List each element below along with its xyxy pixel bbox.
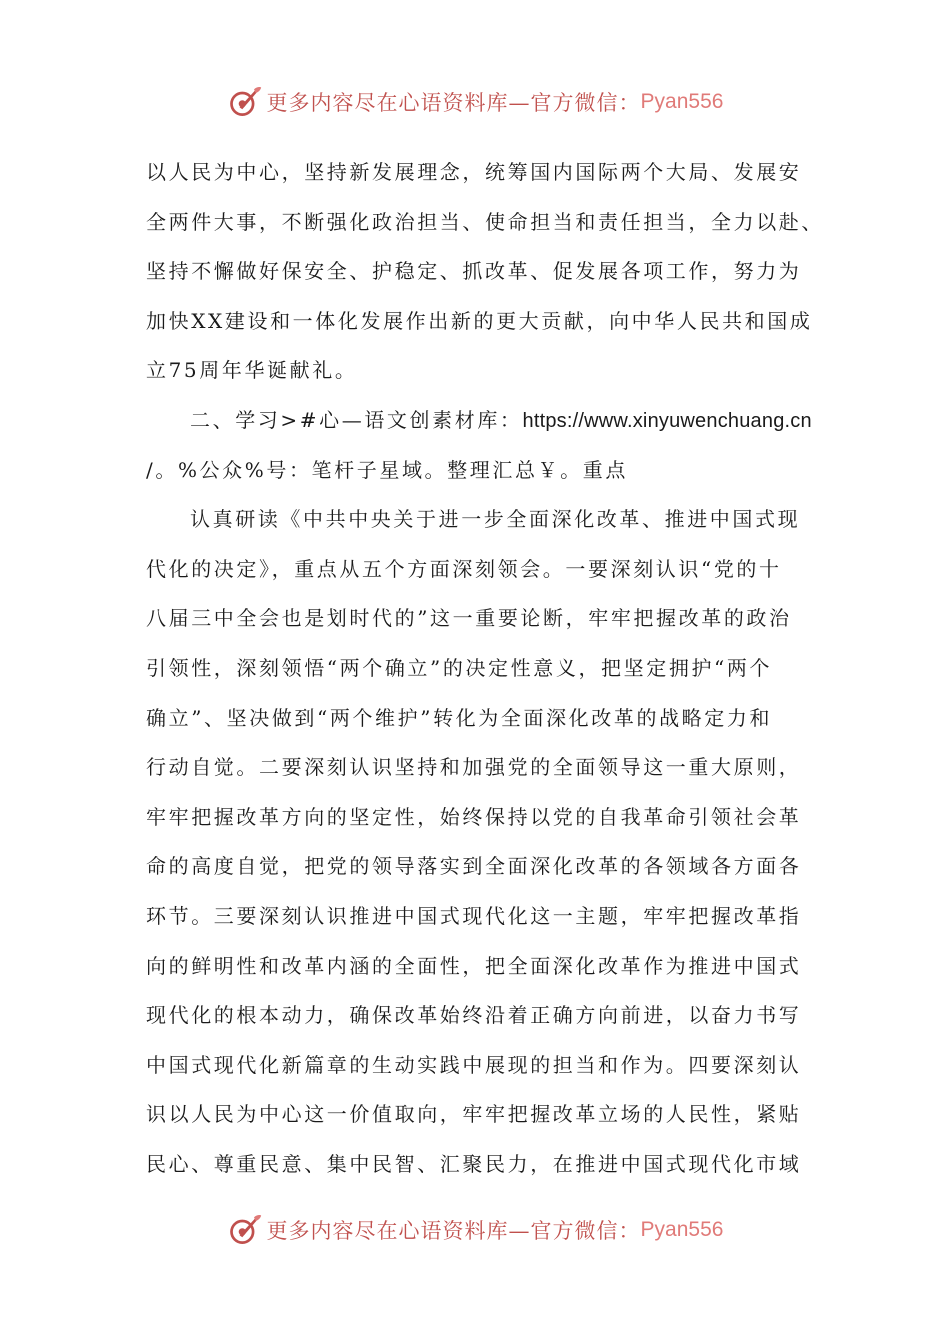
text-line: 认真研读《中共中央关于进一步全面深化改革、推进中国式现 <box>190 507 801 532</box>
text-line: 确立”、坚决做到“两个维护”转化为全面深化改革的战略定力和 <box>146 705 773 730</box>
quill-ink-seal-icon <box>227 1212 263 1248</box>
quill-ink-seal-icon <box>227 84 263 120</box>
text-line: 全两件大事，不断强化政治担当、使命担当和责任担当，全力以赴、 <box>146 209 824 234</box>
wechat-id: Pyan556 <box>640 1218 724 1241</box>
wechat-id: Pyan556 <box>640 90 724 113</box>
footer-banner <box>0 1208 950 1252</box>
section-heading-line <box>146 396 812 446</box>
header-banner <box>0 80 950 124</box>
paragraph-2 <box>146 396 812 495</box>
text-line: 加快XX建设和一体化发展作出新的更大贡献，向中华人民共和国成 <box>146 308 813 333</box>
text-line: 命的高度自觉，把党的领导落实到全面深化改革的各领域各方面各 <box>146 854 802 879</box>
text-line: /。%公众%号：笔杆子星域。整理汇总￥。重点 <box>146 457 628 482</box>
section-heading-text: 二、学习>#心—语文创素材库： <box>190 407 523 432</box>
text-line: 代化的决定》，重点从五个方面深刻领会。一要深刻认识“党的十 <box>146 556 782 581</box>
paragraph-1 <box>146 148 824 396</box>
document-body <box>146 148 824 1189</box>
text-line: 行动自觉。二要深刻认识坚持和加强党的全面领导这一重大原则， <box>146 755 802 780</box>
text-line: 以人民为中心，坚持新发展理念，统筹国内国际两个大局、发展安 <box>146 160 802 184</box>
text-line: 现代化的根本动力，确保改革始终沿着正确方向前进，以奋力书写 <box>146 1003 802 1028</box>
text-line: 民心、尊重民意、集中民智、汇聚民力，在推进中国式现代化市域 <box>146 1151 802 1176</box>
text-line: 向的鲜明性和改革内涵的全面性，把全面深化改革作为推进中国式 <box>146 953 802 978</box>
text-line: 立75周年华诞献礼。 <box>146 358 358 383</box>
text-line: 引领性，深刻领悟“两个确立”的决定性意义，把坚定拥护“两个 <box>146 655 773 680</box>
text-line: 八届三中全会也是划时代的”这一重要论断，牢牢把握改革的政治 <box>146 606 792 631</box>
source-url: https://www.xinyuwenchuang.cn <box>522 409 812 432</box>
banner-text: 更多内容尽在心语资料库—官方微信： <box>266 1219 641 1243</box>
text-line: 中国式现代化新篇章的生动实践中展现的担当和作为。四要深刻认 <box>146 1052 802 1077</box>
banner-text: 更多内容尽在心语资料库—官方微信： <box>266 91 641 115</box>
paragraph-3 <box>146 495 808 1189</box>
text-line: 牢牢把握改革方向的坚定性，始终保持以党的自我革命引领社会革 <box>146 804 802 829</box>
text-line: 坚持不懈做好保安全、护稳定、抓改革、促发展各项工作，努力为 <box>146 259 802 284</box>
text-line: 环节。三要深刻认识推进中国式现代化这一主题，牢牢把握改革指 <box>146 903 802 928</box>
text-line: 识以人民为中心这一价值取向，牢牢把握改革立场的人民性，紧贴 <box>146 1102 802 1127</box>
